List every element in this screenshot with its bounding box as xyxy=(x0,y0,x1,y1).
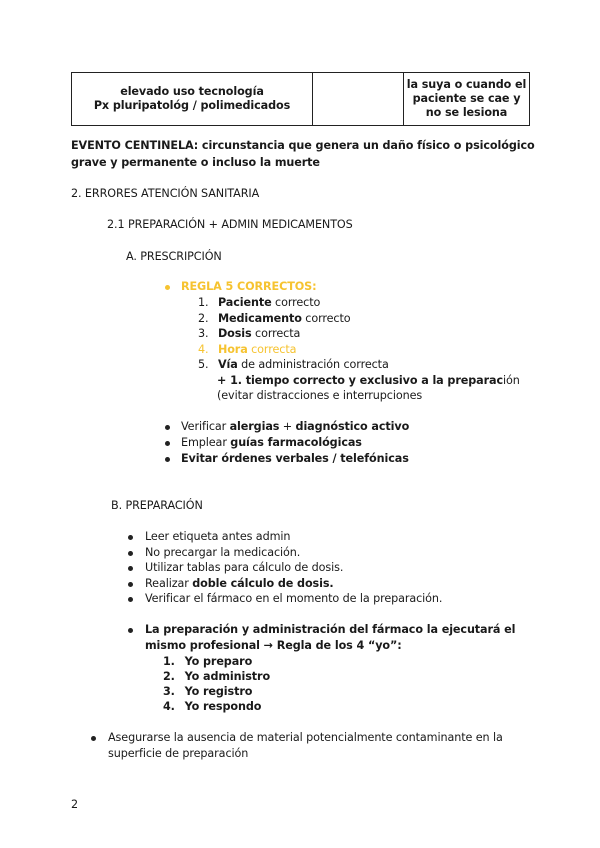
list-item-text: Realizar xyxy=(145,577,193,590)
regla-extra-rest: ión xyxy=(503,374,520,387)
list-item: Evitar órdenes verbales / telefónicas xyxy=(181,452,409,465)
list-item: Verificar el fármaco en el momento de la preparación. xyxy=(145,592,443,605)
regla-item xyxy=(198,312,351,325)
regla-title: REGLA 5 CORRECTOS: xyxy=(181,280,317,293)
section-b-heading: B. PREPARACIÓN xyxy=(111,499,203,512)
table-cell-3 xyxy=(404,73,530,126)
item-text: Yo registro xyxy=(184,685,253,698)
regla-extra xyxy=(217,374,520,387)
item-rest: correcto xyxy=(301,312,351,325)
item-bold: Paciente xyxy=(217,296,272,309)
item-rest: de administración correcta xyxy=(237,358,389,371)
bullet-icon xyxy=(165,285,170,290)
item-text: Yo preparo xyxy=(184,655,253,668)
evento-centinela-line1: EVENTO CENTINELA: circunstancia que genera un daño físico o psicológico xyxy=(71,139,535,152)
yo-item xyxy=(163,700,261,713)
preparacion-line1: La preparación y administración del fármaco la ejecutará el xyxy=(145,623,516,636)
item-text: Yo respondo xyxy=(184,700,262,713)
item-number: 2. xyxy=(163,670,175,683)
bullet-icon xyxy=(128,582,133,587)
evento-centinela-line2: grave y permanente o incluso la muerte xyxy=(71,156,320,169)
item-number: 5. xyxy=(198,358,209,371)
table-cell-3-line3: no se lesiona xyxy=(425,106,508,119)
list-item-bold: diagnóstico activo xyxy=(295,420,410,433)
list-item-text: + xyxy=(279,420,296,433)
item-bold: Medicamento xyxy=(217,312,302,325)
top-table xyxy=(71,72,530,126)
regla-item xyxy=(198,343,296,356)
list-item-bold: alergias xyxy=(229,420,280,433)
table-cell-1-line1: elevado uso tecnología xyxy=(120,85,264,98)
table-cell-1-line2: Px pluripatológ / polimedicados xyxy=(93,99,291,112)
item-bold: Dosis xyxy=(217,327,252,340)
yo-item xyxy=(163,685,252,698)
item-number: 4. xyxy=(163,700,175,713)
bullet-icon xyxy=(165,441,170,446)
list-item: Utilizar tablas para cálculo de dosis. xyxy=(145,561,344,574)
bullet-icon xyxy=(128,597,133,602)
list-item: No precargar la medicación. xyxy=(145,546,301,559)
page-number: 2 xyxy=(71,798,79,811)
table-cell-1 xyxy=(72,73,313,126)
regla-item xyxy=(198,358,389,371)
item-rest: correcta xyxy=(247,343,297,356)
bullet-icon xyxy=(128,551,133,556)
bullet-icon xyxy=(128,566,133,571)
table-cell-3-line1: la suya o cuando el xyxy=(406,78,527,91)
list-item: Leer etiqueta antes admin xyxy=(145,530,291,543)
item-number: 3. xyxy=(163,685,175,698)
yo-item xyxy=(163,655,252,668)
bullet-icon xyxy=(128,628,133,633)
regla-item xyxy=(198,327,300,340)
regla-extra-line2: (evitar distracciones e interrupciones xyxy=(217,389,423,402)
preparacion-line2: mismo profesional → Regla de los 4 “yo”: xyxy=(145,639,402,652)
yo-item xyxy=(163,670,270,683)
final-line1: Asegurarse la ausencia de material potencialmente contaminante en la xyxy=(108,731,503,744)
final-line2: superficie de preparación xyxy=(108,747,249,760)
table-cell-3-line2: paciente se cae y xyxy=(412,92,521,105)
table-cell-2 xyxy=(313,73,404,126)
item-number: 1. xyxy=(198,296,209,309)
item-bold: Vía xyxy=(217,358,238,371)
bullet-icon xyxy=(165,457,170,462)
list-item xyxy=(181,420,409,433)
bullet-icon xyxy=(91,736,96,741)
list-item xyxy=(181,436,362,449)
item-rest: correcto xyxy=(271,296,321,309)
regla-extra-bold: + 1. tiempo correcto y exclusivo a la preparac xyxy=(217,374,503,387)
list-item xyxy=(145,577,334,590)
item-rest: correcta xyxy=(251,327,301,340)
item-number: 1. xyxy=(163,655,175,668)
list-item-text: Emplear xyxy=(181,436,231,449)
table-row xyxy=(72,73,530,126)
section-2-1-heading: 2.1 PREPARACIÓN + ADMIN MEDICAMENTOS xyxy=(107,218,353,231)
item-text: Yo administro xyxy=(184,670,271,683)
item-number: 3. xyxy=(198,327,209,340)
list-item-text: Verificar xyxy=(181,420,230,433)
section-2-heading: 2. ERRORES ATENCIÓN SANITARIA xyxy=(71,187,260,200)
item-number: 2. xyxy=(198,312,209,325)
section-a-heading: A. PRESCRIPCIÓN xyxy=(126,250,222,263)
bullet-icon xyxy=(128,535,133,540)
list-item-bold: guías farmacológicas xyxy=(230,436,362,449)
list-item-bold: doble cálculo de dosis. xyxy=(192,577,334,590)
regla-item xyxy=(198,296,320,309)
item-number: 4. xyxy=(198,343,209,356)
bullet-icon xyxy=(165,425,170,430)
item-bold: Hora xyxy=(217,343,248,356)
